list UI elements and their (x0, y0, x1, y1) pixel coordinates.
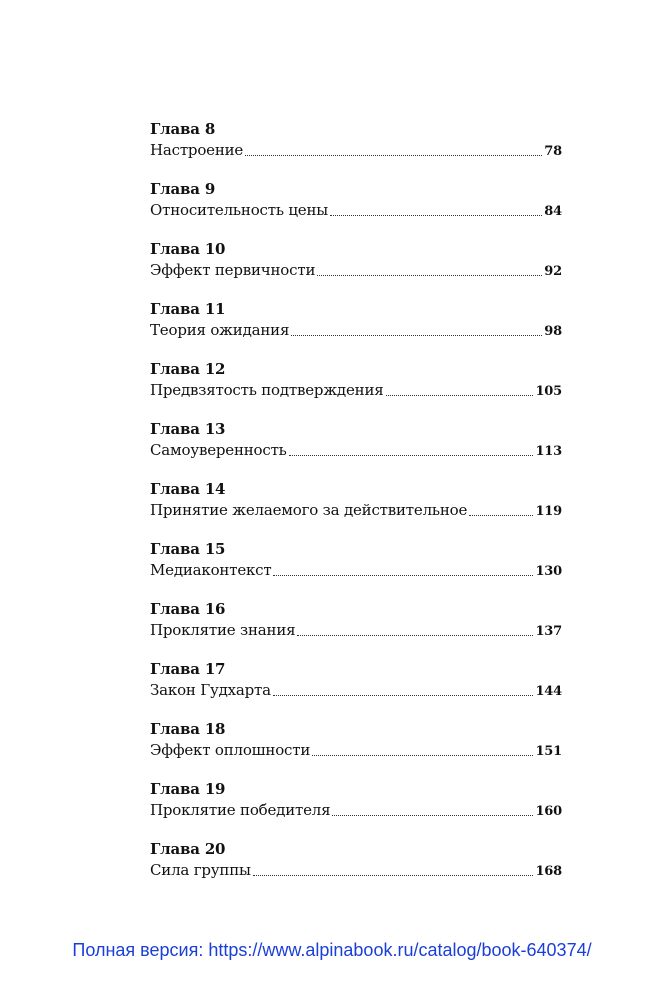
chapter-title: Проклятие победителя (150, 801, 331, 819)
page-number: 105 (535, 384, 562, 399)
toc-line (150, 739, 562, 761)
dot-leader (469, 514, 533, 516)
chapter-title: Сила группы (150, 861, 251, 879)
dot-leader (330, 214, 542, 216)
chapter-number: Глава 19 (150, 780, 226, 798)
dot-leader (273, 574, 533, 576)
full-version-link[interactable]: Полная версия: https://www.alpinabook.ru/catalog/book-640374/ (72, 940, 592, 960)
page-number: 130 (535, 564, 562, 579)
chapter-number: Глава 13 (150, 420, 226, 438)
chapter-number: Глава 12 (150, 360, 226, 378)
chapter-title: Самоуверенность (150, 441, 287, 459)
page-number: 92 (544, 264, 562, 279)
dot-leader (291, 334, 542, 336)
toc-line (150, 859, 562, 881)
toc-line (150, 319, 562, 341)
chapter-number: Глава 20 (150, 840, 226, 858)
toc-line (150, 499, 562, 521)
toc-entry[interactable] (150, 839, 562, 899)
chapter-number: Глава 15 (150, 540, 226, 558)
toc-line (150, 379, 562, 401)
toc-entry[interactable] (150, 419, 562, 479)
dot-leader (273, 694, 534, 696)
chapter-title: Теория ожидания (150, 321, 290, 339)
page-number: 98 (544, 324, 562, 339)
toc-line (150, 799, 562, 821)
chapter-title: Настроение (150, 141, 244, 159)
dot-leader (332, 814, 533, 816)
dot-leader (289, 454, 534, 456)
chapter-number: Глава 16 (150, 600, 226, 618)
toc-entry[interactable] (150, 719, 562, 779)
chapter-number: Глава 11 (150, 300, 226, 318)
chapter-number: Глава 8 (150, 120, 216, 138)
dot-leader (317, 274, 542, 276)
chapter-number: Глава 9 (150, 180, 216, 198)
toc-line (150, 439, 562, 461)
page-number: 119 (535, 504, 562, 519)
toc-entry[interactable] (150, 659, 562, 719)
chapter-title: Проклятие знания (150, 621, 296, 639)
page-number: 137 (535, 624, 562, 639)
dot-leader (312, 754, 533, 756)
chapter-title: Эффект оплошности (150, 741, 311, 759)
chapter-title: Относительность цены (150, 201, 329, 219)
page-number: 168 (535, 864, 562, 879)
toc-entry[interactable] (150, 599, 562, 659)
toc-line (150, 139, 562, 161)
page-number: 160 (535, 804, 562, 819)
toc-entry[interactable] (150, 779, 562, 839)
toc-entry[interactable] (150, 299, 562, 359)
toc-line (150, 679, 562, 701)
chapter-number: Глава 18 (150, 720, 226, 738)
toc-entry[interactable] (150, 479, 562, 539)
dot-leader (253, 874, 534, 876)
chapter-title: Закон Гудхарта (150, 681, 271, 699)
page-number: 84 (544, 204, 562, 219)
chapter-number: Глава 14 (150, 480, 226, 498)
chapter-number: Глава 10 (150, 240, 226, 258)
toc-line (150, 619, 562, 641)
dot-leader (386, 394, 534, 396)
dot-leader (245, 154, 542, 156)
page-number: 113 (535, 444, 562, 459)
chapter-title: Эффект первичности (150, 261, 316, 279)
toc-entry[interactable] (150, 119, 562, 179)
toc-line (150, 199, 562, 221)
chapter-title: Принятие желаемого за действительное (150, 501, 468, 519)
table-of-contents (150, 119, 562, 899)
toc-line (150, 559, 562, 581)
toc-line (150, 259, 562, 281)
dot-leader (297, 634, 533, 636)
chapter-title: Предвзятость подтверждения (150, 381, 384, 399)
page-number: 78 (544, 144, 562, 159)
chapter-title: Медиаконтекст (150, 561, 272, 579)
toc-entry[interactable] (150, 539, 562, 599)
toc-entry[interactable] (150, 359, 562, 419)
toc-entry[interactable] (150, 179, 562, 239)
chapter-number: Глава 17 (150, 660, 226, 678)
page-number: 144 (535, 684, 562, 699)
page-number: 151 (535, 744, 562, 759)
toc-entry[interactable] (150, 239, 562, 299)
